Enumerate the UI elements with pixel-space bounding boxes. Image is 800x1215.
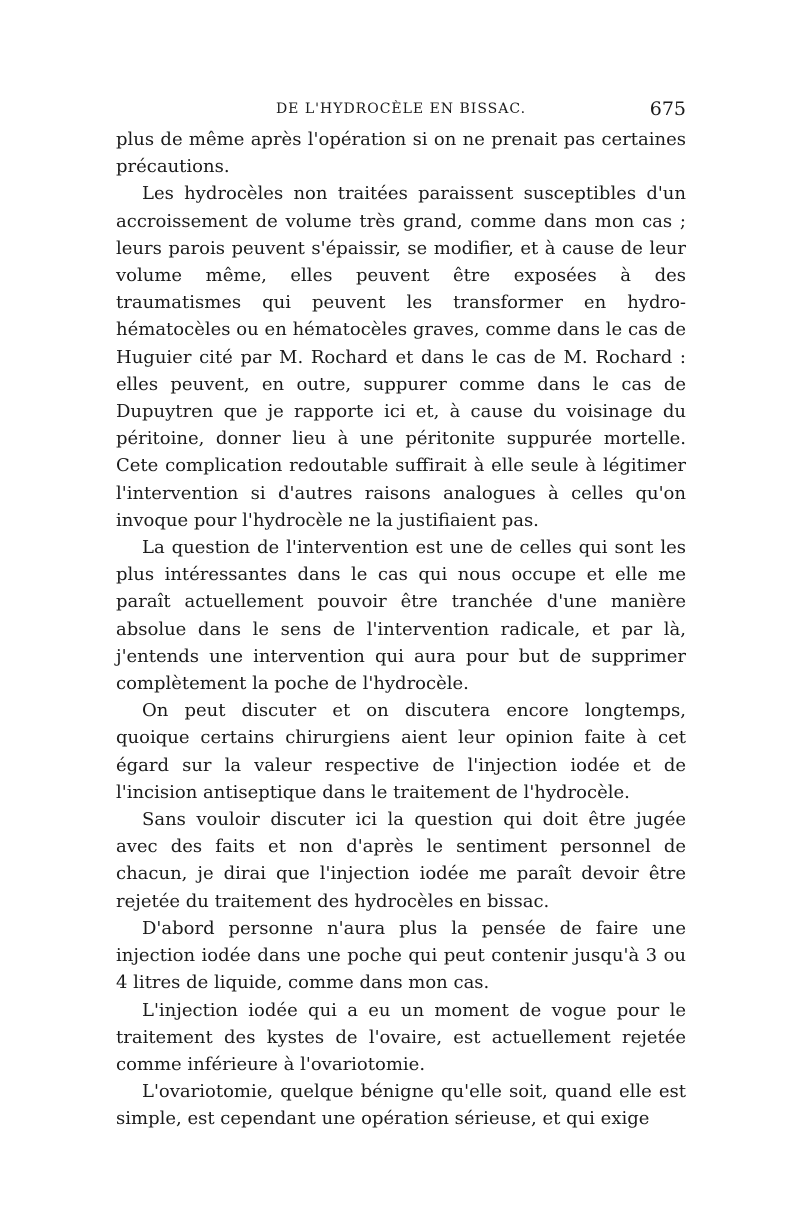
body-text	[116, 126, 686, 1133]
running-title: DE L'HYDROCÈLE EN BISSAC.	[275, 101, 527, 117]
book-page	[116, 98, 686, 1133]
paragraph-iodine-vs-incision: On peut discuter et on discutera encore longtemps, quoique certains chirurgiens aient leur opinion faite à cet égard sur la valeur respective de l'injection iodée et de l'incision antiseptique dans le traitement de l'hydrocèle.	[116, 700, 686, 803]
paragraph-hydrocele-growth: Les hydrocèles non traitées paraissent susceptibles d'un accroissement de volume très grand, comme dans mon cas ; leurs parois peuvent s'épaissir, se modifier, et à cause de leur volume même, elles peuvent être exposées à des traumatismes qui peuvent les transformer en hydro-hématocèles ou en hématocèles graves, comme dans le cas de Huguier cité par M. Rochard et dans le cas de M. Rochard : elles peuvent, en outre, suppurer comme dans le cas de Dupuytren que je rapporte ici et, à cause du voisinage du péritoine, donner lieu à une péritonite suppurée mortelle. Cete complication redoutable suffirait à elle seule à légitimer l'intervention si d'autres raisons analogues à celles qu'on invoque pour l'hydrocèle ne la justifiaient pas.	[116, 183, 686, 531]
paragraph-intervention-question: La question de l'intervention est une de celles qui sont les plus intéressantes dans le cas qui nous occupe et elle me paraît actuellement pouvoir être tranchée d'une manière absolue dans le sens de l'intervention radicale, et par là, j'entends une intervention qui aura pour but de supprimer complètement la poche de l'hydrocèle.	[116, 537, 686, 695]
paragraph-volume: D'abord personne n'aura plus la pensée de faire une injection iodée dans une poche qui peut contenir jusqu'à 3 ou 4 litres de liquide, comme dans mon cas.	[116, 917, 686, 994]
running-header	[116, 98, 686, 124]
page-number: 675	[649, 98, 686, 120]
paragraph-ovarian-cysts: L'injection iodée qui a eu un moment de vogue pour le traitement des kystes de l'ovaire, est actuellement rejetée comme inférieure à l'ovariotomie.	[116, 999, 686, 1075]
paragraph-continued: plus de même après l'opération si on ne prenait pas certaines précautions.	[116, 129, 686, 178]
paragraph-ovariotomy: L'ovariotomie, quelque bénigne qu'elle soit, quand elle est simple, est cependant une opération sérieuse, et qui exige	[116, 1081, 686, 1130]
paragraph-opinion: Sans vouloir discuter ici la question qui doit être jugée avec des faits et non d'après le sentiment personnel de chacun, je dirai que l'injection iodée me paraît devoir être rejetée du traitement des hydrocèles en bissac.	[116, 809, 686, 912]
